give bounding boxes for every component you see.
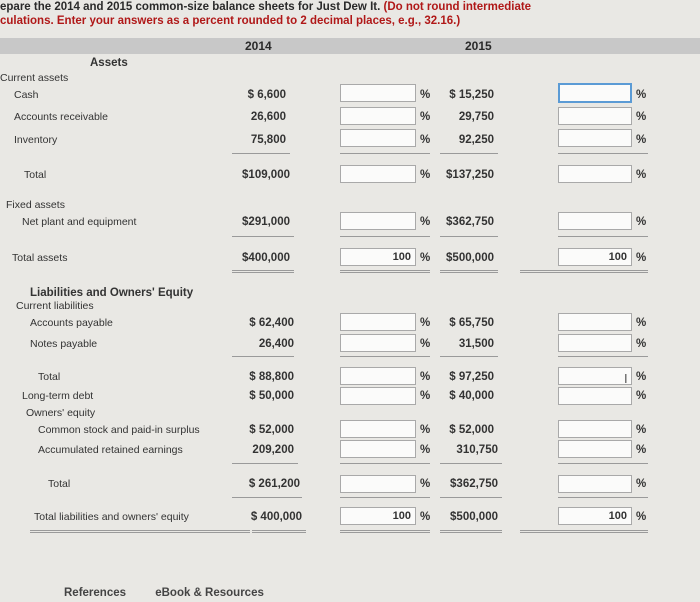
total-assets-2014: $400,000 xyxy=(242,252,290,264)
pct-sign: % xyxy=(420,478,431,490)
cash-label: Cash xyxy=(14,89,39,101)
double-rule xyxy=(440,270,498,273)
total-assets-2015: $500,000 xyxy=(446,252,494,264)
year-header-bar xyxy=(0,38,700,54)
pct-sign: % xyxy=(420,444,431,456)
total-le-2014-pct-input[interactable]: 100 xyxy=(340,507,416,525)
pct-sign: % xyxy=(636,89,647,101)
net-plant-2015-pct-input[interactable] xyxy=(558,212,632,230)
total-current-assets-2015: $137,250 xyxy=(446,169,494,181)
total-cl-2014-pct-input[interactable] xyxy=(340,367,416,385)
assets-header: Assets xyxy=(90,57,128,69)
subtotal-rule xyxy=(440,356,498,357)
total-le-label: Total liabilities and owners' equity xyxy=(34,511,189,523)
common-stock-2014: $ 52,000 xyxy=(249,424,294,436)
ap-2014: $ 62,400 xyxy=(249,317,294,329)
double-rule xyxy=(340,270,430,273)
pct-sign: % xyxy=(636,338,647,350)
total-oe-2014: $ 261,200 xyxy=(248,478,300,490)
inventory-label: Inventory xyxy=(14,134,58,146)
ltd-2015: $ 40,000 xyxy=(449,390,494,402)
inventory-2015: 92,250 xyxy=(458,134,494,146)
double-rule xyxy=(340,530,430,533)
pct-sign: % xyxy=(420,89,431,101)
instructions xyxy=(0,0,531,28)
ar-2015-pct-input[interactable] xyxy=(558,107,632,125)
pct-sign: % xyxy=(636,252,647,264)
ap-label: Accounts payable xyxy=(30,317,113,329)
double-rule xyxy=(440,530,502,533)
retained-earnings-2015-pct-input[interactable] xyxy=(558,440,632,458)
pct-sign: % xyxy=(420,134,431,146)
pct-sign: % xyxy=(636,511,647,523)
subtotal-rule xyxy=(440,236,498,237)
instructions-warning: (Do not round intermediate xyxy=(383,1,532,13)
total-oe-label: Total xyxy=(48,478,71,490)
total-cl-label: Total xyxy=(38,371,61,383)
ltd-2014: $ 50,000 xyxy=(249,390,294,402)
subtotal-rule xyxy=(440,497,502,498)
pct-sign: % xyxy=(636,134,647,146)
subtotal-rule xyxy=(232,497,302,498)
owners-equity-label: Owners' equity xyxy=(26,407,96,419)
pct-sign: % xyxy=(420,252,431,264)
pct-sign: % xyxy=(420,390,431,402)
net-plant-2015: $362,750 xyxy=(446,216,494,228)
subtotal-rule xyxy=(232,236,294,237)
ebook-resources-link[interactable]: eBook & Resources xyxy=(155,587,264,599)
fixed-assets-label: Fixed assets xyxy=(6,199,65,211)
inventory-2014: 75,800 xyxy=(250,134,286,146)
pct-sign: % xyxy=(636,444,647,456)
pct-sign: % xyxy=(420,371,431,383)
current-liabilities-label: Current liabilities xyxy=(16,300,94,312)
double-rule xyxy=(232,270,294,273)
subtotal-rule xyxy=(340,497,430,498)
pct-sign: % xyxy=(636,424,647,436)
subtotal-rule xyxy=(232,356,294,357)
np-2015-pct-input[interactable] xyxy=(558,334,632,352)
cash-2014: $ 6,600 xyxy=(247,89,286,101)
ap-2015-pct-input[interactable] xyxy=(558,313,632,331)
common-stock-2015-pct-input[interactable] xyxy=(558,420,632,438)
pct-sign: % xyxy=(420,111,431,123)
common-stock-label: Common stock and paid-in surplus xyxy=(38,424,200,436)
subtotal-rule xyxy=(340,463,430,464)
text-cursor-icon: I xyxy=(624,371,628,386)
pct-sign: % xyxy=(636,478,647,490)
instructions-line1: epare the 2014 and 2015 common-size balance sheets for Just Dew It. xyxy=(0,1,381,13)
subtotal-rule xyxy=(340,236,430,237)
ar-2014: 26,600 xyxy=(250,111,286,123)
ltd-2014-pct-input[interactable] xyxy=(340,387,416,405)
subtotal-rule xyxy=(440,153,498,154)
references-link[interactable]: References xyxy=(64,587,127,599)
retained-earnings-2014-pct-input[interactable] xyxy=(340,440,416,458)
ap-2015: $ 65,750 xyxy=(449,317,494,329)
total-assets-2014-pct-input[interactable]: 100 xyxy=(340,248,416,266)
subtotal-rule xyxy=(558,356,648,357)
double-rule xyxy=(520,270,648,273)
total-oe-2014-pct-input[interactable] xyxy=(340,475,416,493)
pct-sign: % xyxy=(420,511,431,523)
common-stock-2015: $ 52,000 xyxy=(449,424,494,436)
subtotal-rule xyxy=(232,153,290,154)
total-oe-2015-pct-input[interactable] xyxy=(558,475,632,493)
inventory-2014-pct-input[interactable] xyxy=(340,129,416,147)
total-assets-2015-pct-input[interactable]: 100 xyxy=(558,248,632,266)
instructions-line2: culations. Enter your answers as a percent rounded to 2 decimal places, e.g., 32.16.) xyxy=(0,15,461,27)
double-rule xyxy=(30,530,250,533)
np-label: Notes payable xyxy=(30,338,98,350)
double-rule xyxy=(252,530,306,533)
np-2014: 26,400 xyxy=(258,338,294,350)
ltd-2015-pct-input[interactable] xyxy=(558,387,632,405)
total-oe-2015: $362,750 xyxy=(450,478,498,490)
net-plant-2014: $291,000 xyxy=(242,216,290,228)
total-le-2015-pct-input[interactable]: 100 xyxy=(558,507,632,525)
pct-sign: % xyxy=(420,216,431,228)
pct-sign: % xyxy=(636,169,647,181)
cash-2015: $ 15,250 xyxy=(449,89,494,101)
subtotal-rule xyxy=(340,356,430,357)
subtotal-rule xyxy=(558,463,648,464)
pct-sign: % xyxy=(636,216,647,228)
ar-2014-pct-input[interactable] xyxy=(340,107,416,125)
pct-sign: % xyxy=(636,317,647,329)
total-assets-label: Total assets xyxy=(12,252,68,264)
ap-2014-pct-input[interactable] xyxy=(340,313,416,331)
total-le-2015: $500,000 xyxy=(450,511,498,523)
ar-2015: 29,750 xyxy=(458,111,494,123)
double-rule xyxy=(520,530,648,533)
ltd-label: Long-term debt xyxy=(22,390,94,402)
total-current-assets-2014-pct-input[interactable] xyxy=(340,165,416,183)
total-current-assets-label: Total xyxy=(24,169,47,181)
liabilities-header: Liabilities and Owners' Equity xyxy=(30,287,194,299)
year-2015-header: 2015 xyxy=(465,39,492,53)
subtotal-rule xyxy=(558,497,648,498)
retained-earnings-2015: 310,750 xyxy=(456,444,498,456)
pct-sign: % xyxy=(420,338,431,350)
pct-sign: % xyxy=(636,371,647,383)
year-2014-header: 2014 xyxy=(245,39,272,53)
subtotal-rule xyxy=(232,463,298,464)
inventory-2015-pct-input[interactable] xyxy=(558,129,632,147)
cash-2015-pct-input[interactable] xyxy=(558,83,632,103)
total-cl-2014: $ 88,800 xyxy=(249,371,294,383)
retained-earnings-2014: 209,200 xyxy=(252,444,294,456)
common-stock-2014-pct-input[interactable] xyxy=(340,420,416,438)
total-current-assets-2014: $109,000 xyxy=(242,169,290,181)
pct-sign: % xyxy=(420,169,431,181)
subtotal-rule xyxy=(340,153,430,154)
np-2015: 31,500 xyxy=(458,338,494,350)
pct-sign: % xyxy=(420,424,431,436)
cash-2014-pct-input[interactable] xyxy=(340,84,416,102)
subtotal-rule xyxy=(558,236,648,237)
retained-earnings-label: Accumulated retained earnings xyxy=(38,444,183,456)
current-assets-label: Current assets xyxy=(0,72,69,84)
pct-sign: % xyxy=(636,390,647,402)
subtotal-rule xyxy=(440,463,502,464)
ar-label: Accounts receivable xyxy=(14,111,108,123)
net-plant-2014-pct-input[interactable] xyxy=(340,212,416,230)
np-2014-pct-input[interactable] xyxy=(340,334,416,352)
total-cl-2015-pct-input[interactable] xyxy=(558,367,632,385)
subtotal-rule xyxy=(558,153,648,154)
pct-sign: % xyxy=(420,317,431,329)
pct-sign: % xyxy=(636,111,647,123)
total-cl-2015: $ 97,250 xyxy=(449,371,494,383)
footer xyxy=(64,587,264,599)
total-current-assets-2015-pct-input[interactable] xyxy=(558,165,632,183)
total-le-2014: $ 400,000 xyxy=(250,511,302,523)
net-plant-label: Net plant and equipment xyxy=(22,216,137,228)
